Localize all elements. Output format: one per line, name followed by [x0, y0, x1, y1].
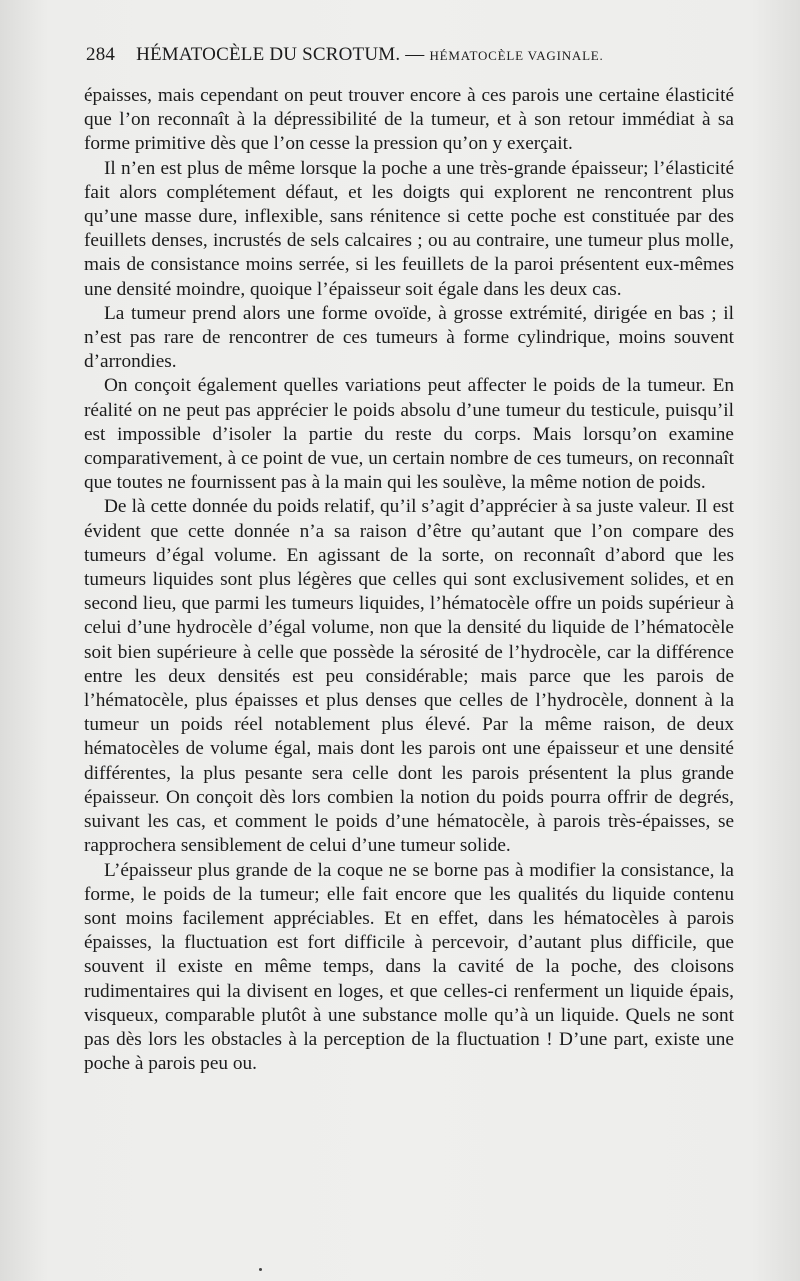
paragraph: épaisses, mais cependant on peut trouver encore à ces parois une certaine élasticité que l’on reconnaît à la dépressibilité de la tumeur, et à son retour immédiat à sa forme primitive dès que l’on cesse la pression qu’on y exerçait. — [84, 85, 734, 155]
running-subtitle: HÉMATOCÈLE VAGINALE. — [429, 48, 604, 63]
running-header — [86, 44, 732, 66]
page-number: 284 — [86, 44, 116, 65]
header-separator: — — [405, 44, 425, 65]
paragraph: Il n’en est plus de même lorsque la poche a une très-grande épaisseur; l’élasticité fait alors complétement défaut, et les doigts qui explorent ne rencontrent plus qu’une masse dure, inflexible, sans rénitence si cette poche est constituée par des feuillets denses, incrustés de sels calcaires ; ou au contraire, une tumeur plus molle, mais de consistance moins serrée, si les feuillets de la paroi présentent eux-mêmes une densité moindre, quoique l’épaisseur soit égale dans les deux cas. — [84, 157, 734, 300]
paragraph: On conçoit également quelles variations peut affecter le poids de la tumeur. En réalité on ne peut pas apprécier le poids absolu d’une tumeur du testicule, puisqu’il est impossible d’isoler la partie du reste du corps. Mais lorsqu’on examine comparativement, à ce point de vue, un certain nombre de ces tumeurs, on reconnaît que toutes ne fournissent pas à la main qui les soulève, la même notion de poids. — [84, 375, 734, 494]
body-text — [84, 84, 734, 1076]
ink-speck — [259, 1268, 262, 1271]
running-title: HÉMATOCÈLE DU SCROTUM. — [136, 44, 401, 65]
paragraph: De là cette donnée du poids relatif, qu’il s’agit d’apprécier à sa juste valeur. Il est évident que cette donnée n’a sa raison d’être qu’autant que l’on compare des tumeurs d’égal volume. En agissant de la sorte, on reconnaît d’abord que les tumeurs liquides sont plus légères que celles qui sont exclusivement solides, et en second lieu, que parmi les tumeurs liquides, l’hématocèle offre un poids supérieur à celui d’une hydrocèle d’égal volume, non que la densité du liquide de l’hématocèle soit bien supérieure à celle que possède la sérosité de l’hydrocèle, car la différence entre les deux densités est peu considérable; mais parce que les parois de l’hématocèle, plus épaisses et plus denses que celles de l’hydrocèle, donnent à la tumeur un poids réel notablement plus élevé. Par la même raison, de deux hématocèles de volume égal, mais dont les parois ont une épaisseur et une densité différentes, la plus pesante sera celle dont les parois présentent la plus grande épaisseur. On conçoit dès lors combien la notion du poids pourra offrir de degrés, suivant les cas, et comment le poids d’une hématocèle, à parois très-épaisses, se rapprochera sensiblement de celui d’une tumeur solide. — [84, 496, 734, 857]
paragraph: La tumeur prend alors une forme ovoïde, à grosse extrémité, dirigée en bas ; il n’est pas rare de rencontrer de ces tumeurs à forme cylindrique, moins souvent d’arrondies. — [84, 302, 734, 373]
paragraph: L’épaisseur plus grande de la coque ne se borne pas à modifier la consistance, la forme, le poids de la tumeur; elle fait encore que les qualités du liquide contenu sont moins facilement appréciables. Et en effet, dans les hématocèles à parois épaisses, la fluctuation est fort difficile à percevoir, d’autant plus difficile, que souvent il existe en même temps, dans la cavité de la poche, des cloisons rudimentaires qui la divisent en loges, et que celles-ci renferment un liquide épais, visqueux, comparable plutôt à une substance molle qu’à un liquide. Quels ne sont pas dès lors les obstacles à la perception de la fluctuation ! D’une part, existe une poche à parois peu ou. — [84, 859, 734, 1075]
